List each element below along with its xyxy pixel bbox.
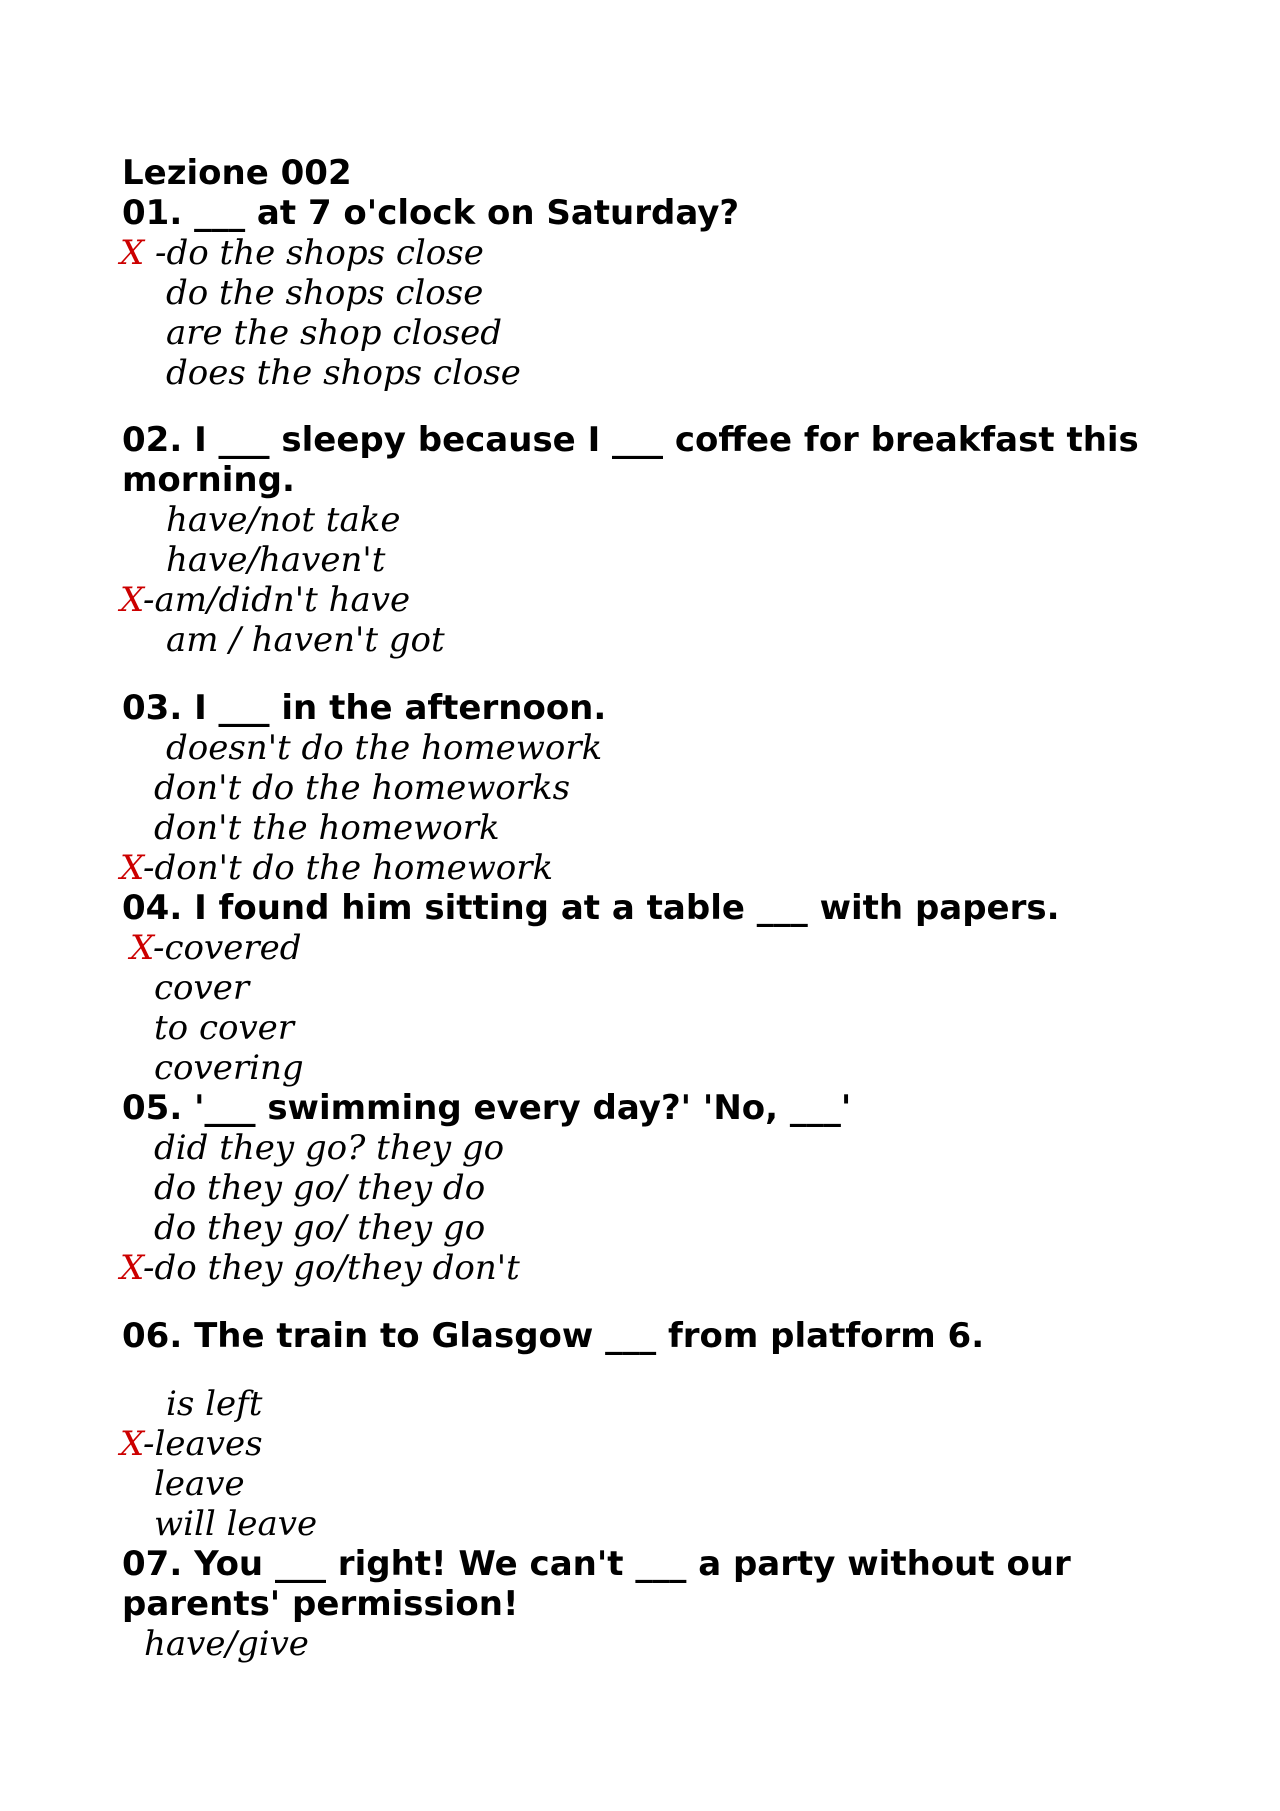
question-03-option-1: doesn't do the homework xyxy=(166,728,603,768)
question-07-option-1: have/give xyxy=(144,1624,309,1664)
question-05-option-2: do they go/ they do xyxy=(154,1168,486,1208)
question-06-option-3: leave xyxy=(154,1464,245,1504)
question-05-text: 05. '___ swimming every day?' 'No, ___' xyxy=(122,1088,852,1128)
answer-mark-icon: X xyxy=(120,1248,143,1288)
question-01-text: 01. ___ at 7 o'clock on Saturday? xyxy=(122,193,740,233)
answer-mark-icon: X xyxy=(120,1424,143,1464)
question-07-text-line-2: parents' permission! xyxy=(122,1584,519,1624)
question-01-option-4: does the shops close xyxy=(166,353,521,393)
question-06-option-1: is left xyxy=(166,1384,263,1424)
question-02-option-3: X-am/didn't have xyxy=(120,580,411,620)
question-07-text-line-1: 07. You ___ right! We can't ___ a party without our xyxy=(122,1544,1071,1584)
question-02-option-1: have/not take xyxy=(166,500,401,540)
question-03-option-3: don't the homework xyxy=(154,808,500,848)
question-06-option-2: X-leaves xyxy=(120,1424,263,1464)
question-03-text: 03. I ___ in the afternoon. xyxy=(122,688,607,728)
question-04-option-3: to cover xyxy=(154,1008,295,1048)
question-01-option-2: do the shops close xyxy=(166,273,484,313)
question-05-option-1: did they go? they go xyxy=(154,1128,505,1168)
question-05-option-3: do they go/ they go xyxy=(154,1208,486,1248)
question-04-text: 04. I found him sitting at a table ___ with papers. xyxy=(122,888,1060,928)
question-03-option-4: X-don't do the homework xyxy=(120,848,554,888)
answer-mark-icon: X xyxy=(120,848,143,888)
question-05-option-4: X-do they go/they don't xyxy=(120,1248,520,1288)
question-02-option-2: have/haven't xyxy=(166,540,386,580)
question-04-option-4: covering xyxy=(154,1048,304,1088)
question-04-option-1: X-covered xyxy=(130,928,302,968)
question-06-option-4: will leave xyxy=(154,1504,318,1544)
answer-mark-icon: X xyxy=(130,928,153,968)
lesson-title: Lezione 002 xyxy=(122,153,352,193)
question-06-text: 06. The train to Glasgow ___ from platform 6. xyxy=(122,1316,985,1356)
question-02-text-line-1: 02. I ___ sleepy because I ___ coffee for breakfast this xyxy=(122,420,1139,460)
question-03-option-2: don't do the homeworks xyxy=(154,768,571,808)
answer-mark-icon: X xyxy=(120,580,143,620)
question-01-option-1: X -do the shops close xyxy=(120,233,484,273)
question-02-option-4: am / haven't got xyxy=(166,620,445,660)
question-01-option-3: are the shop closed xyxy=(166,313,503,353)
answer-mark-icon: X xyxy=(120,233,145,273)
question-04-option-2: cover xyxy=(154,968,250,1008)
question-02-text-line-2: morning. xyxy=(122,460,295,500)
